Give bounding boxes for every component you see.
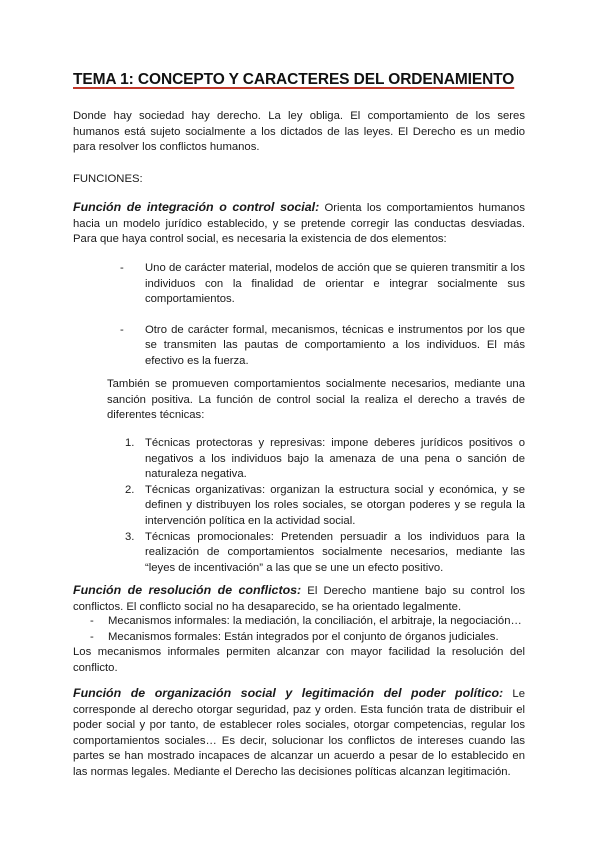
page-title: TEMA 1: CONCEPTO Y CARACTERES DEL ORDENAMIENTO [73, 71, 515, 88]
techniques-list [125, 436, 525, 576]
elements-list [120, 261, 525, 385]
list-marker: - [120, 262, 124, 274]
list-item [120, 323, 525, 370]
list-marker: - [90, 630, 94, 643]
list-item [120, 261, 525, 308]
intro-paragraph: Donde hay sociedad hay derecho. La ley obliga. El comportamiento de los seres humanos está sujeto socialmente a los dictados de las leyes. El Derecho es un medio para resolver los conflictos humanos. [73, 110, 525, 154]
integracion-text: Orienta los comportamientos humanos hacia un modelo jurídico establecido, y se pretende corregir las conductas desviadas. Para que haya control social, es necesaria la existencia de dos elementos: [73, 202, 525, 246]
list-item-text: Otro de carácter formal, mecanismos, técnicas e instrumentos por los que se transmiten las pautas de comportamiento a los individuos. El más efectivo es la fuerza. [145, 323, 525, 367]
resolucion-closing: Los mecanismos informales permiten alcanzar con mayor facilidad la resolución del conflicto. [73, 646, 525, 674]
list-item-text: Mecanismos informales: la mediación, la conciliación, el arbitraje, la negociación… [108, 615, 522, 627]
list-item-text: Uno de carácter material, modelos de acción que se quieren transmitir a los individuos con la finalidad de orientar e integrar socialmente sus comportamientos. [145, 262, 525, 306]
list-marker: 2. [125, 483, 135, 496]
list-marker: - [120, 323, 124, 336]
list-item-text: Técnicas promocionales: Pretenden persuadir a los individuos para la realización de comportamientos socialmente necesarios, mediante las “leyes de incentivación” a las que se une un efecto positivo. [145, 530, 525, 574]
list-marker: 3. [125, 530, 135, 543]
mechanisms-list [90, 614, 525, 645]
list-item [125, 483, 525, 530]
list-item [90, 614, 525, 630]
list-marker: - [90, 615, 94, 627]
list-item [125, 530, 525, 577]
list-item-text: Técnicas organizativas: organizan la estructura social y económica, y se definen y distribuyen los roles sociales, se otorgan poderes y se regula la intervención política en la actividad social. [145, 483, 525, 527]
integracion-paragraph [73, 200, 525, 248]
list-item-text: Técnicas protectoras y represivas: impone deberes jurídicos positivos o negativos a los individuos bajo la amenaza de una pena o sanción de naturaleza negativa. [145, 437, 525, 481]
organizacion-text: Le corresponde al derecho otorgar seguridad, paz y orden. Esta función trata de distribuir el poder social y por tanto, de establecer roles sociales, otorgar competencias, regular los comportamientos sociales… Es decir, solucionar los conflictos de intereses cuando las partes se han mostrado incapaces de alcanzar un acuerdo a pesar de lo establecido en las normas legales. Mediante el Derecho las decisiones políticas alcanzan legitimación. [73, 688, 525, 778]
list-item [90, 630, 525, 646]
organizacion-heading: Función de organización social y legitimación del poder político: [73, 686, 504, 700]
list-item-text: Mecanismos formales: Están integrados por el conjunto de órganos judiciales. [108, 630, 499, 643]
resolucion-text: El Derecho mantiene bajo su control los conflictos. El conflicto social no ha desaparecido, se ha orientado legalmente. [73, 585, 525, 613]
resolucion-heading: Función de resolución de conflictos: [73, 583, 302, 597]
funciones-label: FUNCIONES: [73, 173, 143, 185]
list-marker: 1. [125, 437, 135, 449]
integracion-heading: Función de integración o control social: [73, 200, 320, 214]
list-item [125, 436, 525, 483]
resolucion-paragraph [73, 583, 525, 615]
promotion-paragraph: También se promueven comportamientos socialmente necesarios, mediante una sanción positiva. La función de control social la realiza el derecho a través de diferentes técnicas: [107, 378, 525, 422]
organizacion-paragraph [73, 686, 525, 781]
